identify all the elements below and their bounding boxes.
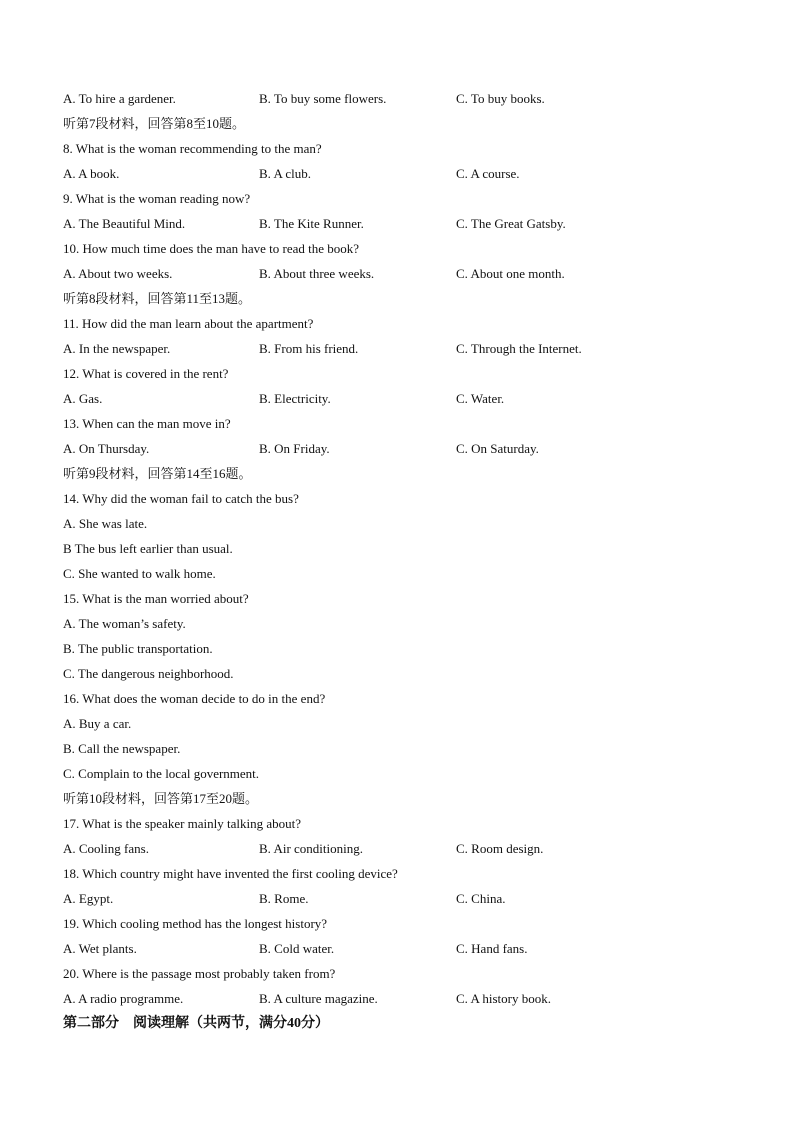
options-row: [63, 263, 743, 285]
answer-option: C. Hand fans.: [456, 941, 528, 956]
answer-option: B. A culture magazine.: [259, 991, 378, 1006]
answer-option: A. On Thursday.: [63, 441, 150, 456]
section-instruction: 听第9段材料，回答第14至16题。: [63, 466, 252, 481]
question-text: 9. What is the woman reading now?: [63, 191, 251, 206]
question-text: 16. What does the woman decide to do in the end?: [63, 691, 326, 706]
answer-option: B. About three weeks.: [259, 266, 375, 281]
options-row: [63, 213, 743, 235]
answer-option: B. From his friend.: [259, 341, 359, 356]
answer-option: C. A history book.: [456, 991, 551, 1006]
answer-option: B. The Kite Runner.: [259, 216, 364, 231]
part-heading: 第二部分 阅读理解（共两节，满分40分）: [63, 1016, 329, 1031]
question-text: 12. What is covered in the rent?: [63, 366, 229, 381]
answer-option: A. Wet plants.: [63, 941, 137, 956]
answer-option: B. Electricity.: [259, 391, 331, 406]
answer-option: C. Through the Internet.: [456, 341, 582, 356]
section-instruction: 听第7段材料，回答第8至10题。: [63, 116, 246, 131]
section-instruction: 听第10段材料，回答第17至20题。: [63, 791, 259, 806]
options-row: [63, 88, 743, 110]
answer-option: B. On Friday.: [259, 441, 330, 456]
answer-option: C. Room design.: [456, 841, 544, 856]
answer-option: B. To buy some flowers.: [259, 91, 387, 106]
options-row: [63, 438, 743, 460]
answer-option: B The bus left earlier than usual.: [63, 541, 233, 556]
answer-option: A. She was late.: [63, 516, 148, 531]
section-instruction: 听第8段材料，回答第11至13题。: [63, 291, 252, 306]
answer-option: C. A course.: [456, 166, 520, 181]
answer-option: C. She wanted to walk home.: [63, 566, 216, 581]
answer-option: A. A radio programme.: [63, 991, 184, 1006]
answer-option: A. Cooling fans.: [63, 841, 149, 856]
question-text: 10. How much time does the man have to read the book?: [63, 241, 360, 256]
question-text: 17. What is the speaker mainly talking about?: [63, 816, 302, 831]
answer-option: A. Gas.: [63, 391, 103, 406]
answer-option: A. To hire a gardener.: [63, 91, 176, 106]
options-row: [63, 938, 743, 960]
options-row: [63, 888, 743, 910]
question-text: 14. Why did the woman fail to catch the bus?: [63, 491, 299, 506]
question-text: 19. Which cooling method has the longest history?: [63, 916, 328, 931]
answer-option: B. The public transportation.: [63, 641, 213, 656]
answer-option: C. To buy books.: [456, 91, 545, 106]
answer-option: C. Complain to the local government.: [63, 766, 260, 781]
question-text: 18. Which country might have invented the first cooling device?: [63, 866, 398, 881]
answer-option: B. Call the newspaper.: [63, 741, 181, 756]
answer-option: A. A book.: [63, 166, 120, 181]
question-text: 20. Where is the passage most probably taken from?: [63, 966, 336, 981]
answer-option: C. About one month.: [456, 266, 565, 281]
answer-option: B. Rome.: [259, 891, 309, 906]
answer-option: B. A club.: [259, 166, 312, 181]
question-text: 13. When can the man move in?: [63, 416, 231, 431]
options-row: [63, 163, 743, 185]
answer-option: C. Water.: [456, 391, 505, 406]
answer-option: A. The woman’s safety.: [63, 616, 186, 631]
answer-option: A. Buy a car.: [63, 716, 132, 731]
options-row: [63, 988, 743, 1010]
answer-option: C. The dangerous neighborhood.: [63, 666, 234, 681]
answer-option: C. China.: [456, 891, 506, 906]
options-row: [63, 338, 743, 360]
answer-option: A. Egypt.: [63, 891, 114, 906]
question-text: 11. How did the man learn about the apartment?: [63, 316, 314, 331]
answer-option: A. About two weeks.: [63, 266, 173, 281]
options-row: [63, 388, 743, 410]
answer-option: B. Air conditioning.: [259, 841, 363, 856]
options-row: [63, 838, 743, 860]
question-text: 15. What is the man worried about?: [63, 591, 249, 606]
answer-option: A. The Beautiful Mind.: [63, 216, 186, 231]
answer-option: C. The Great Gatsby.: [456, 216, 566, 231]
answer-option: C. On Saturday.: [456, 441, 539, 456]
answer-option: B. Cold water.: [259, 941, 335, 956]
question-text: 8. What is the woman recommending to the man?: [63, 141, 322, 156]
answer-option: A. In the newspaper.: [63, 341, 171, 356]
